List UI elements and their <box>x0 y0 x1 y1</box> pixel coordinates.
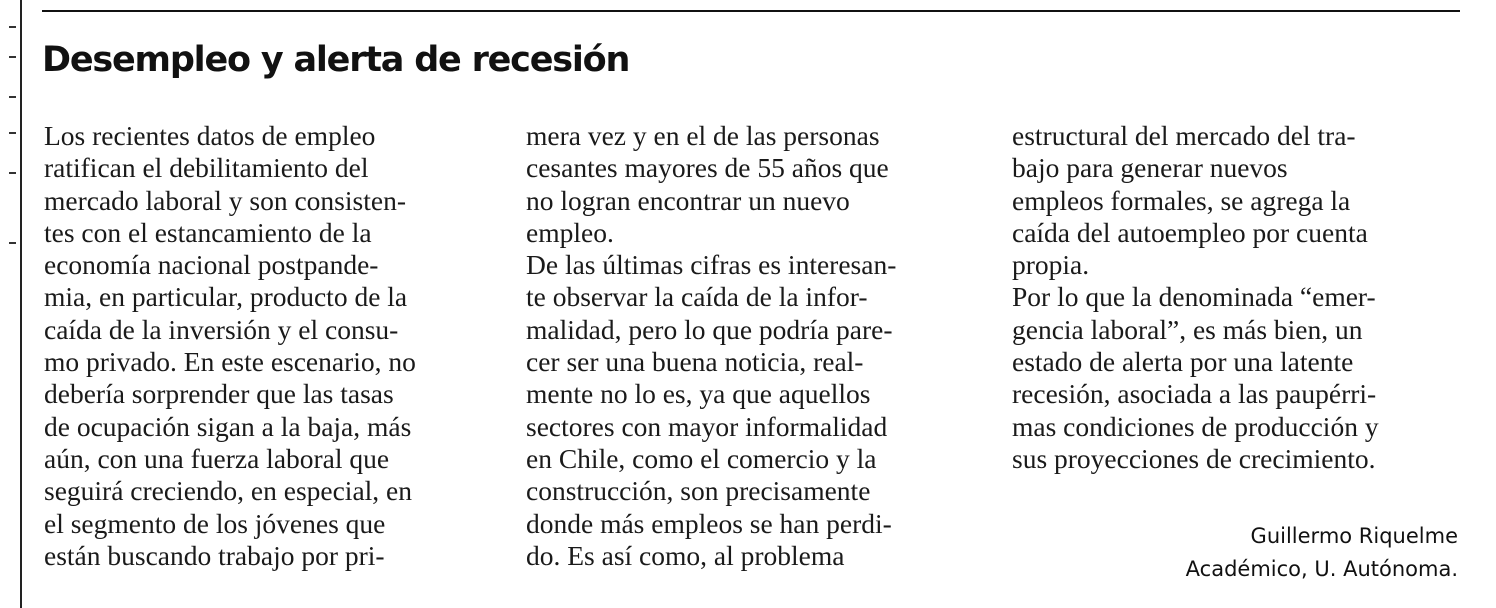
text-line: no logran encontrar un nuevo <box>526 184 850 216</box>
text-line: caída del autoempleo por cuenta <box>1012 216 1368 248</box>
text-line: tes con el estancamiento de la <box>44 216 372 248</box>
author-title: Académico, U. Autónoma. <box>1185 557 1458 581</box>
text-line: el segmento de los jóvenes que <box>44 507 386 539</box>
top-rule <box>42 10 1460 12</box>
text-line: empleo. <box>526 216 614 248</box>
author-signature <box>1186 520 1458 586</box>
text-line: mas condiciones de producción y <box>1012 410 1379 442</box>
text-line: ratifican el debilitamiento del <box>44 152 369 184</box>
article-headline: Desempleo y alerta de recesión <box>42 40 630 80</box>
text-line: mera vez y en el de las personas <box>526 120 880 151</box>
article-column-3 <box>1012 120 1462 475</box>
text-line: gencia laboral”, es más bien, un <box>1012 313 1363 345</box>
text-line: De las últimas cifras es interesan- <box>526 249 897 281</box>
text-line: cer ser una buena noticia, real- <box>526 346 864 378</box>
text-line: economía nacional postpande- <box>44 249 379 281</box>
text-line: propia. <box>1012 249 1090 281</box>
text-line: están buscando trabajo por pri- <box>44 539 385 571</box>
margin-tick <box>9 26 16 28</box>
text-line: recesión, asociada a las paupérri- <box>1012 378 1377 410</box>
text-line: mia, en particular, producto de la <box>44 281 408 313</box>
text-line: malidad, pero lo que podría pare- <box>526 313 893 345</box>
text-line: construcción, son precisamente <box>526 475 871 507</box>
article-column-1 <box>44 120 494 572</box>
text-line: mercado laboral y son consisten- <box>44 184 406 216</box>
text-line: caída de la inversión y el consu- <box>44 313 399 345</box>
margin-tick <box>9 132 16 134</box>
text-line: te observar la caída de la infor- <box>526 281 868 313</box>
text-line: en Chile, como el comercio y la <box>526 442 877 474</box>
text-line: aún, con una fuerza laboral que <box>44 442 390 474</box>
text-line: sus proyecciones de crecimiento. <box>1012 442 1376 474</box>
margin-tick <box>9 172 16 174</box>
margin-tick <box>9 56 16 58</box>
text-line: de ocupación sigan a la baja, más <box>44 410 412 442</box>
text-line: debería sorprender que las tasas <box>44 378 394 410</box>
text-line: mo privado. En este escenario, no <box>44 346 416 378</box>
text-line: cesantes mayores de 55 años que <box>526 152 889 184</box>
text-line: sectores con mayor informalidad <box>526 410 888 442</box>
text-line: estado de alerta por una latente <box>1012 346 1354 378</box>
article-column-2 <box>526 120 976 572</box>
text-line: Los recientes datos de empleo <box>44 120 376 151</box>
text-line: Por lo que la denominada “emer- <box>1012 281 1376 313</box>
margin-tick <box>9 96 16 98</box>
text-line: donde más empleos se han perdi- <box>526 507 892 539</box>
margin-tick <box>9 242 16 244</box>
text-line: mente no lo es, ya que aquellos <box>526 378 871 410</box>
column-divider-rule <box>20 0 22 608</box>
text-line: bajo para generar nuevos <box>1012 152 1288 184</box>
text-line: empleos formales, se agrega la <box>1012 184 1351 216</box>
text-line: seguirá creciendo, en especial, en <box>44 475 413 507</box>
text-line: do. Es así como, al problema <box>526 539 845 571</box>
text-line: estructural del mercado del tra- <box>1012 120 1356 151</box>
author-name: Guillermo Riquelme <box>1250 524 1458 548</box>
